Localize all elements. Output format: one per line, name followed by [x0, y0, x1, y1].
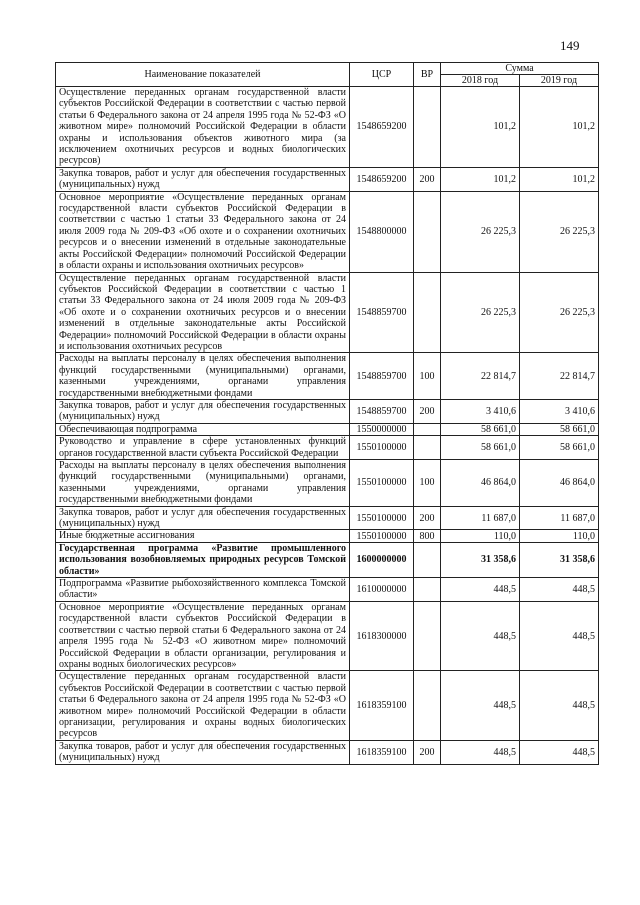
header-sum: Сумма — [441, 63, 599, 75]
header-name: Наименование показателей — [56, 63, 350, 87]
row-vr-cell: 200 — [414, 506, 441, 530]
row-vr-cell: 100 — [414, 353, 441, 400]
row-name-cell: Закупка товаров, работ и услуг для обеспечения государственных (муниципальных) нужд — [56, 740, 350, 764]
row-2018-cell: 58 661,0 — [441, 436, 520, 460]
row-2019-cell: 448,5 — [520, 578, 599, 602]
row-vr-cell — [414, 601, 441, 670]
row-vr-cell: 800 — [414, 530, 441, 542]
row-2018-cell: 101,2 — [441, 87, 520, 168]
row-name-cell: Государственная программа «Развитие промышленного использования возобновляемых природных ресурсов Томской области» — [56, 542, 350, 577]
row-2019-cell: 22 814,7 — [520, 353, 599, 400]
row-name-cell: Основное мероприятие «Осуществление переданных органам государственной власти субъектов Российской Федерации в соответствии с частью 1 статьи 33 Федерального закона от 24 июля 2009 года № 209-ФЗ «Об охоте и о сохранении охотничьих ресурсов и о внесении изменений в отдельные законодательные акты Российской Федерации» полномочий Российской Федерации в области охраны и использования охотничьих ресурсов» — [56, 191, 350, 272]
table-row — [56, 191, 599, 272]
row-vr-cell — [414, 542, 441, 577]
row-name-cell: Осуществление переданных органам государственной власти субъектов Российской Федерации в соответствии с частью первой статьи 6 Федерального закона от 24 апреля 1995 года № 52-ФЗ «О животном мире» полномочий Российской Федерации в области организации, регулирования и охраны водных биологических ресурсов — [56, 671, 350, 740]
table-row — [56, 272, 599, 353]
row-csr-cell: 1548859700 — [350, 353, 414, 400]
table-body — [56, 87, 599, 765]
row-csr-cell: 1548800000 — [350, 191, 414, 272]
row-vr-cell: 200 — [414, 167, 441, 191]
row-vr-cell — [414, 423, 441, 435]
header-csr: ЦСР — [350, 63, 414, 87]
table-row — [56, 530, 599, 542]
table-row — [56, 542, 599, 577]
row-2018-cell: 448,5 — [441, 671, 520, 740]
budget-table — [55, 62, 599, 765]
row-csr-cell: 1550100000 — [350, 530, 414, 542]
row-name-cell: Расходы на выплаты персоналу в целях обеспечения выполнения функций государственными (муниципальными) органами, казенными учреждениями, органами управления государственными внебюджетными фондами — [56, 460, 350, 507]
row-2018-cell: 31 358,6 — [441, 542, 520, 577]
row-2019-cell: 448,5 — [520, 601, 599, 670]
row-name-cell: Иные бюджетные ассигнования — [56, 530, 350, 542]
row-name-cell: Основное мероприятие «Осуществление переданных органам государственной власти субъектов Российской Федерации в соответствии с частью первой статьи 6 Федерального закона от 24 апреля 1995 года № 52-ФЗ «О животном мире» полномочий Российской Федерации в области организации, регулирования и охраны водных биологических ресурсов» — [56, 601, 350, 670]
row-vr-cell: 200 — [414, 399, 441, 423]
row-vr-cell — [414, 191, 441, 272]
row-2019-cell: 58 661,0 — [520, 436, 599, 460]
row-2018-cell: 26 225,3 — [441, 191, 520, 272]
row-2018-cell: 110,0 — [441, 530, 520, 542]
row-2018-cell: 448,5 — [441, 740, 520, 764]
row-name-cell: Расходы на выплаты персоналу в целях обеспечения выполнения функций государственными (муниципальными) органами, казенными учреждениями, органами управления государственными внебюджетными фондами — [56, 353, 350, 400]
table-row — [56, 578, 599, 602]
table-row — [56, 671, 599, 740]
table-row — [56, 399, 599, 423]
row-csr-cell: 1550000000 — [350, 423, 414, 435]
row-vr-cell: 100 — [414, 460, 441, 507]
table-row — [56, 353, 599, 400]
table-row — [56, 506, 599, 530]
row-2018-cell: 448,5 — [441, 601, 520, 670]
table-row — [56, 601, 599, 670]
row-csr-cell: 1550100000 — [350, 436, 414, 460]
row-2019-cell: 58 661,0 — [520, 423, 599, 435]
row-vr-cell — [414, 436, 441, 460]
row-name-cell: Руководство и управление в сфере установленных функций органов государственной власти субъекта Российской Федерации — [56, 436, 350, 460]
table-row — [56, 460, 599, 507]
row-2019-cell: 31 358,6 — [520, 542, 599, 577]
row-csr-cell: 1618359100 — [350, 671, 414, 740]
row-2019-cell: 46 864,0 — [520, 460, 599, 507]
header-year-2018: 2018 год — [441, 75, 520, 87]
row-csr-cell: 1600000000 — [350, 542, 414, 577]
row-name-cell: Закупка товаров, работ и услуг для обеспечения государственных (муниципальных) нужд — [56, 506, 350, 530]
page-number: 149 — [560, 38, 580, 53]
row-vr-cell — [414, 87, 441, 168]
row-2018-cell: 22 814,7 — [441, 353, 520, 400]
row-name-cell: Закупка товаров, работ и услуг для обеспечения государственных (муниципальных) нужд — [56, 167, 350, 191]
table-row — [56, 423, 599, 435]
row-csr-cell: 1548659200 — [350, 167, 414, 191]
row-csr-cell: 1618300000 — [350, 601, 414, 670]
header-vr: ВР — [414, 63, 441, 87]
row-2018-cell: 11 687,0 — [441, 506, 520, 530]
row-csr-cell: 1550100000 — [350, 460, 414, 507]
header-year-2019: 2019 год — [520, 75, 599, 87]
row-name-cell: Осуществление переданных органам государственной власти субъектов Российской Федерации в соответствии с частью первой статьи 6 Федерального закона от 24 апреля 1995 года № 52-ФЗ «О животном мире» полномочий Российской Федерации в области охраны и использования объектов животного мира (за исключением охотничьих ресурсов и водных биологических ресурсов) — [56, 87, 350, 168]
row-vr-cell: 200 — [414, 740, 441, 764]
row-csr-cell: 1618359100 — [350, 740, 414, 764]
table-row — [56, 740, 599, 764]
row-2019-cell: 110,0 — [520, 530, 599, 542]
row-vr-cell — [414, 578, 441, 602]
row-2018-cell: 46 864,0 — [441, 460, 520, 507]
row-csr-cell: 1548859700 — [350, 399, 414, 423]
row-2018-cell: 3 410,6 — [441, 399, 520, 423]
row-csr-cell: 1548659200 — [350, 87, 414, 168]
row-2019-cell: 448,5 — [520, 740, 599, 764]
row-csr-cell: 1550100000 — [350, 506, 414, 530]
row-vr-cell — [414, 272, 441, 353]
table-row — [56, 167, 599, 191]
row-name-cell: Закупка товаров, работ и услуг для обеспечения государственных (муниципальных) нужд — [56, 399, 350, 423]
row-2018-cell: 448,5 — [441, 578, 520, 602]
row-2018-cell: 26 225,3 — [441, 272, 520, 353]
row-2019-cell: 26 225,3 — [520, 191, 599, 272]
row-2019-cell: 448,5 — [520, 671, 599, 740]
row-2019-cell: 11 687,0 — [520, 506, 599, 530]
row-vr-cell — [414, 671, 441, 740]
row-2018-cell: 58 661,0 — [441, 423, 520, 435]
table-row — [56, 436, 599, 460]
row-csr-cell: 1610000000 — [350, 578, 414, 602]
row-name-cell: Осуществление переданных органам государственной власти субъектов Российской Федерации в соответствии с частью 1 статьи 33 Федерального закона от 24 июля 2009 года № 209-ФЗ «Об охоте и о сохранении охотничьих ресурсов и о внесении изменений в отдельные законодательные акты Российской Федерации» полномочий Российской Федерации в области охраны и использования охотничьих ресурсов — [56, 272, 350, 353]
table-row — [56, 87, 599, 168]
row-2019-cell: 3 410,6 — [520, 399, 599, 423]
row-name-cell: Обеспечивающая подпрограмма — [56, 423, 350, 435]
row-2019-cell: 101,2 — [520, 167, 599, 191]
row-2019-cell: 101,2 — [520, 87, 599, 168]
row-csr-cell: 1548859700 — [350, 272, 414, 353]
row-2019-cell: 26 225,3 — [520, 272, 599, 353]
row-name-cell: Подпрограмма «Развитие рыбохозяйственного комплекса Томской области» — [56, 578, 350, 602]
row-2018-cell: 101,2 — [441, 167, 520, 191]
